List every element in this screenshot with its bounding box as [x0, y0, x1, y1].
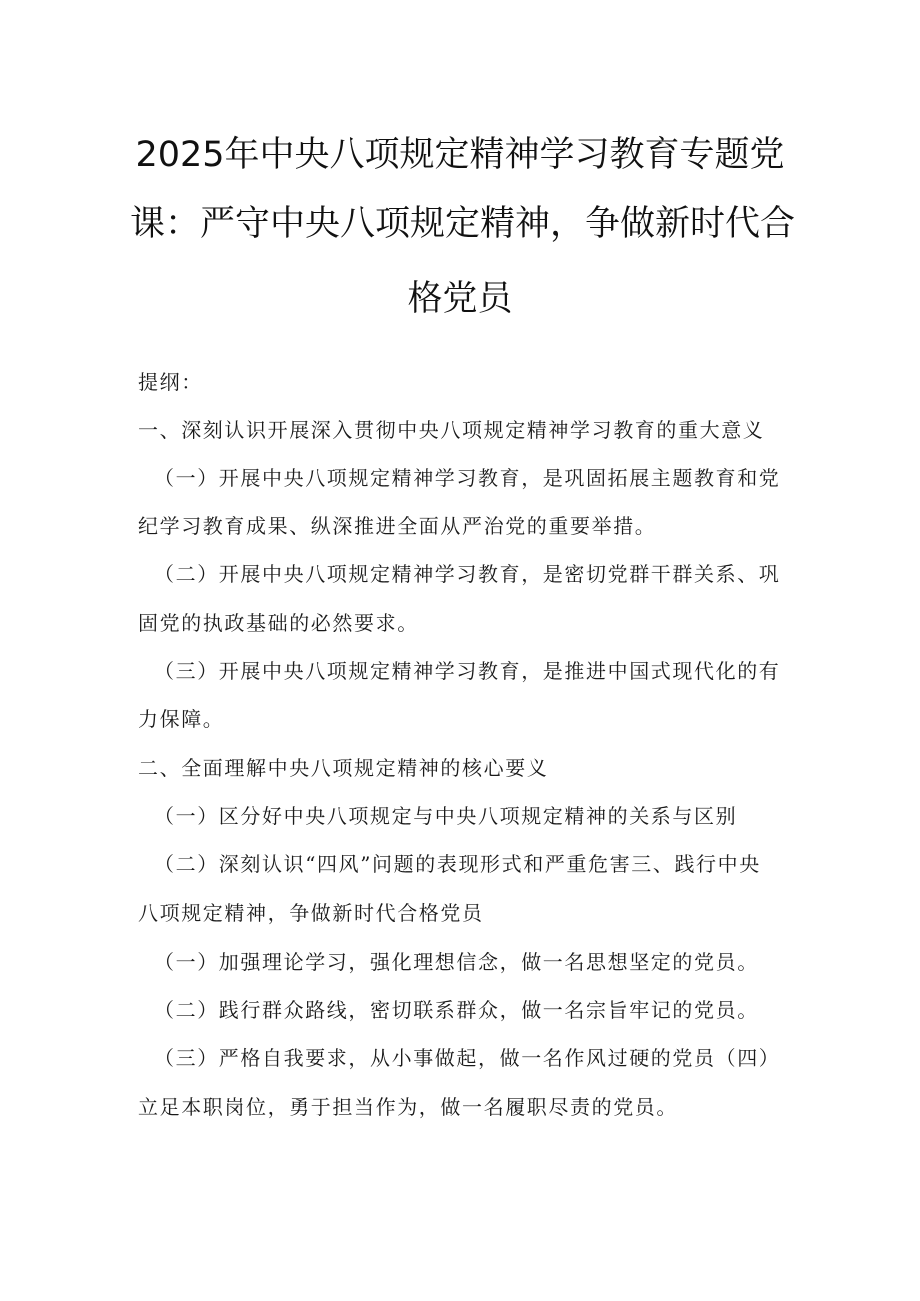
section-2-item-2-line-1: （二）深刻认识“四风”问题的表现形式和严重危害三、践行中央 [154, 852, 761, 876]
document-title-line-2: 课：严守中央八项规定精神，争做新时代合 [130, 204, 796, 244]
section-1-item-1-line-2: 纪学习教育成果、纵深推进全面从严治党的重要举措。 [138, 514, 657, 538]
section-3-item-3-line-2: 立足本职岗位，勇于担当作为，做一名履职尽责的党员。 [138, 1095, 678, 1119]
section-1-heading: 一、深刻认识开展深入贯彻中央八项规定精神学习教育的重大意义 [138, 418, 765, 442]
document-title-line-3: 格党员 [407, 279, 513, 319]
section-2-heading: 二、全面理解中央八项规定精神的核心要义 [138, 756, 549, 780]
section-1-item-1-line-1: （一）开展中央八项规定精神学习教育，是巩固拓展主题教育和党 [154, 466, 781, 490]
section-1-item-2-line-2: 固党的执政基础的必然要求。 [138, 611, 419, 635]
section-2-item-2-line-2: 八项规定精神，争做新时代合格党员 [138, 901, 484, 925]
section-1-item-3-line-2: 力保障。 [138, 707, 225, 731]
section-2-item-1: （一）区分好中央八项规定与中央八项规定精神的关系与区别 [154, 804, 738, 828]
outline-label: 提纲： [138, 370, 203, 394]
section-3-item-1: （一）加强理论学习，强化理想信念，做一名思想坚定的党员。 [154, 950, 759, 974]
document-title-line-1: 2025年中央八项规定精神学习教育专题党 [135, 135, 785, 175]
section-1-item-2-line-1: （二）开展中央八项规定精神学习教育，是密切党群干群关系、巩 [154, 562, 781, 586]
section-1-item-3-line-1: （三）开展中央八项规定精神学习教育，是推进中国式现代化的有 [154, 659, 781, 683]
section-3-item-3-line-1: （三）严格自我要求，从小事做起，做一名作风过硬的党员（四） [154, 1046, 781, 1070]
section-3-item-2: （二）践行群众路线，密切联系群众，做一名宗旨牢记的党员。 [154, 998, 759, 1022]
